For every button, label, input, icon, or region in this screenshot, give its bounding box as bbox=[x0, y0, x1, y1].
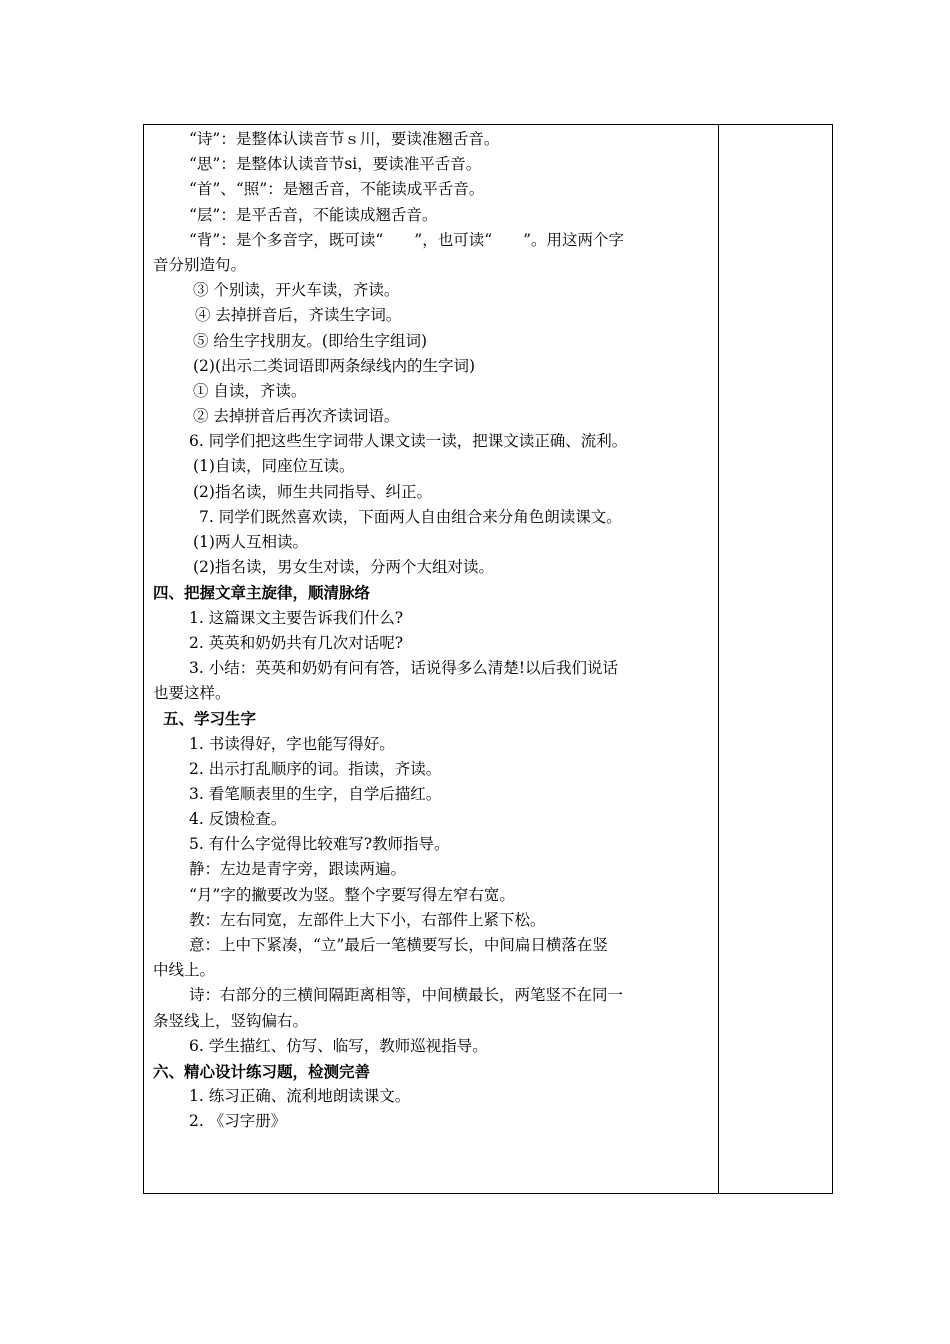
text-line: (2)指名读，师生共同指导、纠正。 bbox=[193, 482, 432, 501]
text-line: 1. 这篇课文主要告诉我们什么? bbox=[189, 608, 404, 627]
text-line: 也要这样。 bbox=[153, 684, 231, 703]
text-line: ② 去掉拼音后再次齐读词语。 bbox=[193, 407, 400, 426]
lesson-content-cell bbox=[153, 127, 713, 1135]
section-heading: 五、学习生字 bbox=[163, 709, 257, 729]
text-line: ④ 去掉拼音后，齐读生字词。 bbox=[195, 306, 402, 325]
text-line: “背”：是个多音字，既可读“ ”，也可读“ ”。用这两个字 bbox=[189, 230, 625, 249]
text-line: 1. 练习正确、流利地朗读课文。 bbox=[189, 1087, 411, 1106]
text-line: “层”：是平舌音，不能读成翘舌音。 bbox=[189, 205, 438, 224]
text-line: 7. 同学们既然喜欢读，下面两人自由组合来分角色朗读课文。 bbox=[199, 507, 622, 526]
lesson-table bbox=[143, 124, 833, 1194]
text-line: 5. 有什么字觉得比较难写?教师指导。 bbox=[189, 835, 450, 854]
text-line: (2)(出示二类词语即两条绿线内的生字词) bbox=[193, 356, 476, 375]
text-line: 1. 书读得好，字也能写得好。 bbox=[189, 734, 395, 753]
text-line: 2. 出示打乱顺序的词。指读，齐读。 bbox=[189, 759, 442, 778]
text-line: 条竖线上，竖钩偏右。 bbox=[153, 1011, 309, 1030]
text-line: 3. 小结：英英和奶奶有问有答，话说得多么清楚!以后我们说话 bbox=[189, 658, 618, 677]
text-line: 6. 学生描红、仿写、临写，教师巡视指导。 bbox=[189, 1036, 488, 1055]
text-line: ① 自读，齐读。 bbox=[193, 381, 307, 400]
text-line: 中线上。 bbox=[153, 961, 216, 980]
text-line: “诗”：是整体认读音节ｓ川，要读准翘舌音。 bbox=[189, 130, 500, 148]
text-line: 诗：右部分的三横间隔距离相等，中间横最长，两笔竖不在同一 bbox=[189, 986, 624, 1005]
text-line: 静：左边是青字旁，跟读两遍。 bbox=[189, 860, 407, 879]
section-heading: 四、把握文章主旋律，顺清脉络 bbox=[153, 583, 371, 603]
text-line: 教：左右同宽，左部件上大下小，右部件上紧下松。 bbox=[189, 910, 546, 929]
text-line: 音分别造句。 bbox=[153, 255, 247, 274]
text-line: (1)两人互相读。 bbox=[193, 533, 308, 551]
text-line: “思”：是整体认读音节si，要读准平舌音。 bbox=[189, 155, 482, 174]
text-line: 4. 反馈检查。 bbox=[189, 810, 287, 829]
text-line: “月”字的撇要改为竖。整个字要写得左窄右宽。 bbox=[189, 885, 515, 904]
text-line: 2. 《习字册》 bbox=[189, 1112, 287, 1131]
text-line: 意：上中下紧凑，“立”最后一笔横要写长，中间扁日横落在竖 bbox=[189, 936, 608, 954]
text-line: ③ 个别读，开火车读，齐读。 bbox=[193, 281, 400, 300]
text-line: 3. 看笔顺表里的生字，自学后描红。 bbox=[189, 784, 442, 803]
text-line: (2)指名读，男女生对读，分两个大组对读。 bbox=[193, 558, 494, 577]
text-line: 2. 英英和奶奶共有几次对话呢? bbox=[189, 633, 404, 652]
notes-cell bbox=[719, 125, 832, 1193]
text-line: (1)自读，同座位互读。 bbox=[193, 457, 355, 476]
text-line: 6. 同学们把这些生字词带人课文读一读，把课文读正确、流利。 bbox=[189, 432, 628, 451]
text-line: “首”、“照”：是翘舌音，不能读成平舌音。 bbox=[189, 180, 485, 199]
section-heading: 六、精心设计练习题，检测完善 bbox=[153, 1061, 371, 1081]
text-line: ⑤ 给生字找朋友。(即给生字组词) bbox=[193, 331, 428, 350]
